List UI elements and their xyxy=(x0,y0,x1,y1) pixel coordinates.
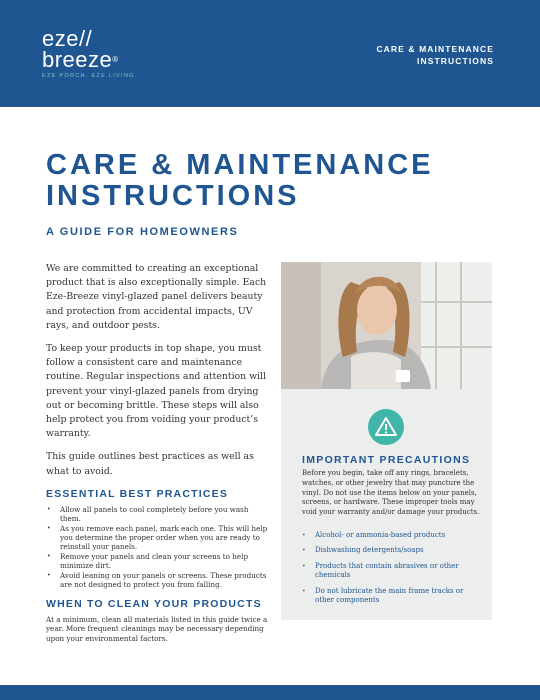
page-title xyxy=(46,150,466,212)
logo-line1: eze// xyxy=(42,26,93,51)
header-line1: CARE & MAINTENANCE xyxy=(376,44,494,54)
logo-line2-text: breeze xyxy=(42,47,113,72)
page-subtitle: A GUIDE FOR HOMEOWNERS xyxy=(46,226,239,238)
intro-paragraph-3: This guide outlines best practices as well as what to avoid. xyxy=(46,451,254,477)
logo-line2 xyxy=(42,49,138,70)
precautions-intro: Before you begin, take off any rings, bracelets, watches, or other jewelry that may puncture the vinyl. Do not use the items below on your panels, screens, or hardware. These improper tools may void your warranty and/or damage your products. xyxy=(302,469,480,517)
list-item: • As you remove each panel, mark each one. This will help you determine the proper order when you are ready to reinstall your panels. xyxy=(46,524,268,552)
list-item: • Avoid leaning on your panels or screens. These products are not designed to protect you from falling. xyxy=(46,571,268,590)
warning-icon xyxy=(368,409,404,445)
precautions-list xyxy=(302,531,482,611)
left-column xyxy=(46,262,268,652)
page-title-line1: CARE & MAINTENANCE xyxy=(46,149,434,181)
list-item: • Products that contain abrasives or other chemicals xyxy=(302,562,482,581)
eze-breeze-logo xyxy=(42,28,138,79)
list-item: • Remove your panels and clean your screens to help minimize dirt. xyxy=(46,552,268,571)
list-item: • Alcohol- or ammonia-based products xyxy=(302,531,482,540)
header-band xyxy=(0,0,540,107)
best-practices-heading: ESSENTIAL BEST PRACTICES xyxy=(46,487,229,500)
when-to-clean-text: At a minimum, clean all materials listed in this guide twice a year. More frequent cleanings may be necessary depending upon your environmental factors. xyxy=(46,614,268,643)
photo-illustration xyxy=(281,262,492,389)
logo-tagline: EZE PORCH. EZE LIVING. xyxy=(42,73,138,79)
page-title-line2: INSTRUCTIONS xyxy=(46,180,300,212)
when-to-clean-heading: WHEN TO CLEAN YOUR PRODUCTS xyxy=(46,597,262,610)
list-item: • Do not lubricate the main frame tracks or other components xyxy=(302,587,482,606)
header-line2: INSTRUCTIONS xyxy=(417,56,494,66)
list-item: • Allow all panels to cool completely before you wash them. xyxy=(46,505,268,524)
logo-trademark: ® xyxy=(112,55,119,64)
list-item: • Dishwashing detergents/soaps xyxy=(302,546,482,555)
warning-triangle-icon xyxy=(368,409,404,445)
precautions-panel xyxy=(281,389,492,620)
footer-band xyxy=(0,685,540,700)
header-doc-title xyxy=(376,43,494,67)
best-practices-list xyxy=(46,505,268,590)
precautions-heading: IMPORTANT PRECAUTIONS xyxy=(302,454,471,466)
homeowner-photo xyxy=(281,262,492,389)
intro-paragraph-2: To keep your products in top shape, you must follow a consistent care and maintenance routine. Regular inspections and attention will prevent your vinyl-glazed panels from drying out or becoming brittle. These steps will also help protect you from voiding your product’s warranty. xyxy=(46,343,266,440)
intro-paragraph-1: We are committed to creating an exceptional product that is also exceptionally simple. Each Eze-Breeze vinyl-glazed panel delivers beauty and protection from accidental impacts, UV rays, and outdoor pests. xyxy=(46,263,267,331)
